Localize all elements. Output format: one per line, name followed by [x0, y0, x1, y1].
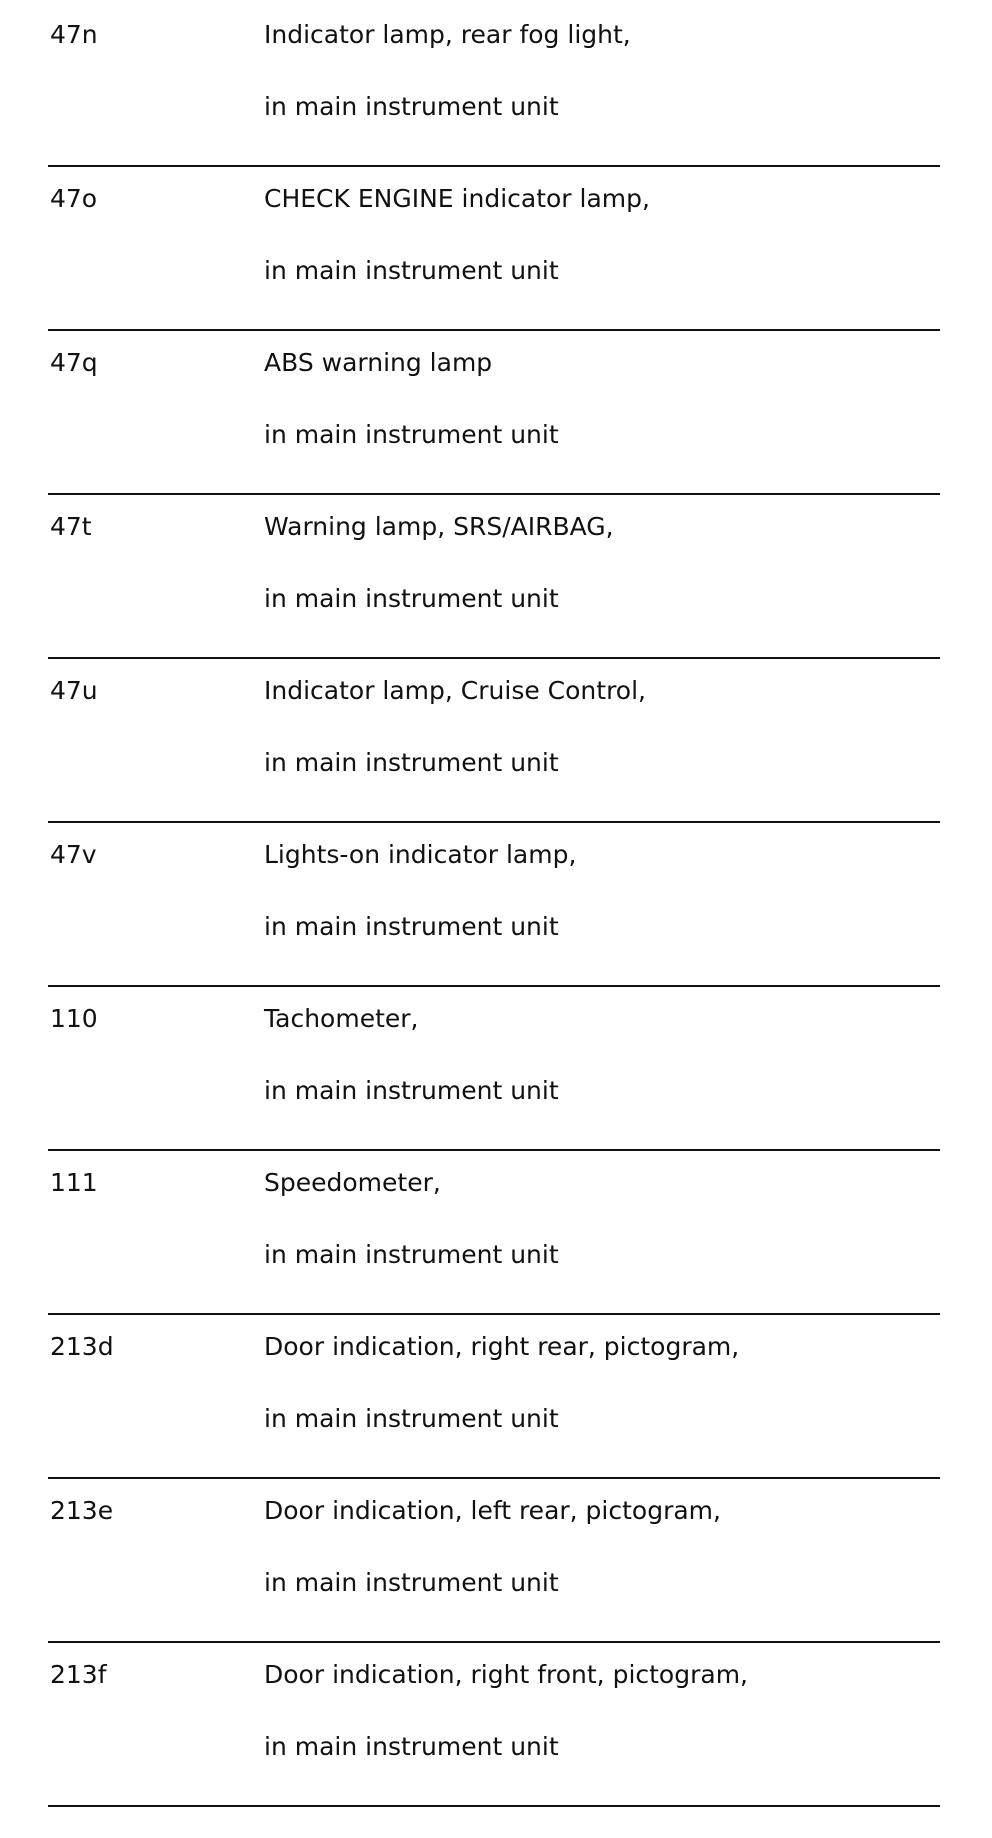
component-location: in main instrument unit	[264, 912, 559, 941]
component-code: 213f	[50, 1660, 107, 1689]
component-description: Indicator lamp, Cruise Control,	[264, 676, 646, 705]
component-location: in main instrument unit	[264, 1568, 559, 1597]
component-location: in main instrument unit	[264, 256, 559, 285]
component-description: ABS warning lamp	[264, 348, 493, 377]
table-row	[0, 1312, 992, 1476]
component-description: Door indication, right rear, pictogram,	[264, 1332, 740, 1361]
component-location: in main instrument unit	[264, 420, 559, 449]
table-row	[0, 1640, 992, 1804]
row-divider	[48, 1805, 940, 1807]
component-code: 47n	[50, 20, 98, 49]
table-row	[0, 492, 992, 656]
component-code: 213e	[50, 1496, 114, 1525]
component-location: in main instrument unit	[264, 1076, 559, 1105]
component-description: Indicator lamp, rear fog light,	[264, 20, 631, 49]
table-row	[0, 0, 992, 164]
component-code: 47u	[50, 676, 98, 705]
component-code: 213d	[50, 1332, 114, 1361]
component-code: 110	[50, 1004, 98, 1033]
table-row	[0, 164, 992, 328]
component-location: in main instrument unit	[264, 1404, 559, 1433]
table-row	[0, 328, 992, 492]
component-location: in main instrument unit	[264, 92, 559, 121]
component-description: Door indication, left rear, pictogram,	[264, 1496, 721, 1525]
table-row	[0, 1148, 992, 1312]
table-row	[0, 656, 992, 820]
component-location: in main instrument unit	[264, 1240, 559, 1269]
table-row	[0, 984, 992, 1148]
component-code: 47v	[50, 840, 97, 869]
component-location: in main instrument unit	[264, 1732, 559, 1761]
component-code: 47o	[50, 184, 98, 213]
component-description: Speedometer,	[264, 1168, 441, 1197]
component-description: Warning lamp, SRS/AIRBAG,	[264, 512, 614, 541]
component-code: 47t	[50, 512, 92, 541]
component-description: CHECK ENGINE indicator lamp,	[264, 184, 650, 213]
table-row	[0, 1476, 992, 1640]
component-code: 111	[50, 1168, 98, 1197]
component-description: Lights-on indicator lamp,	[264, 840, 577, 869]
component-code: 47q	[50, 348, 98, 377]
component-location: in main instrument unit	[264, 748, 559, 777]
component-location: in main instrument unit	[264, 584, 559, 613]
table-row	[0, 820, 992, 984]
component-description: Tachometer,	[264, 1004, 419, 1033]
component-description: Door indication, right front, pictogram,	[264, 1660, 748, 1689]
